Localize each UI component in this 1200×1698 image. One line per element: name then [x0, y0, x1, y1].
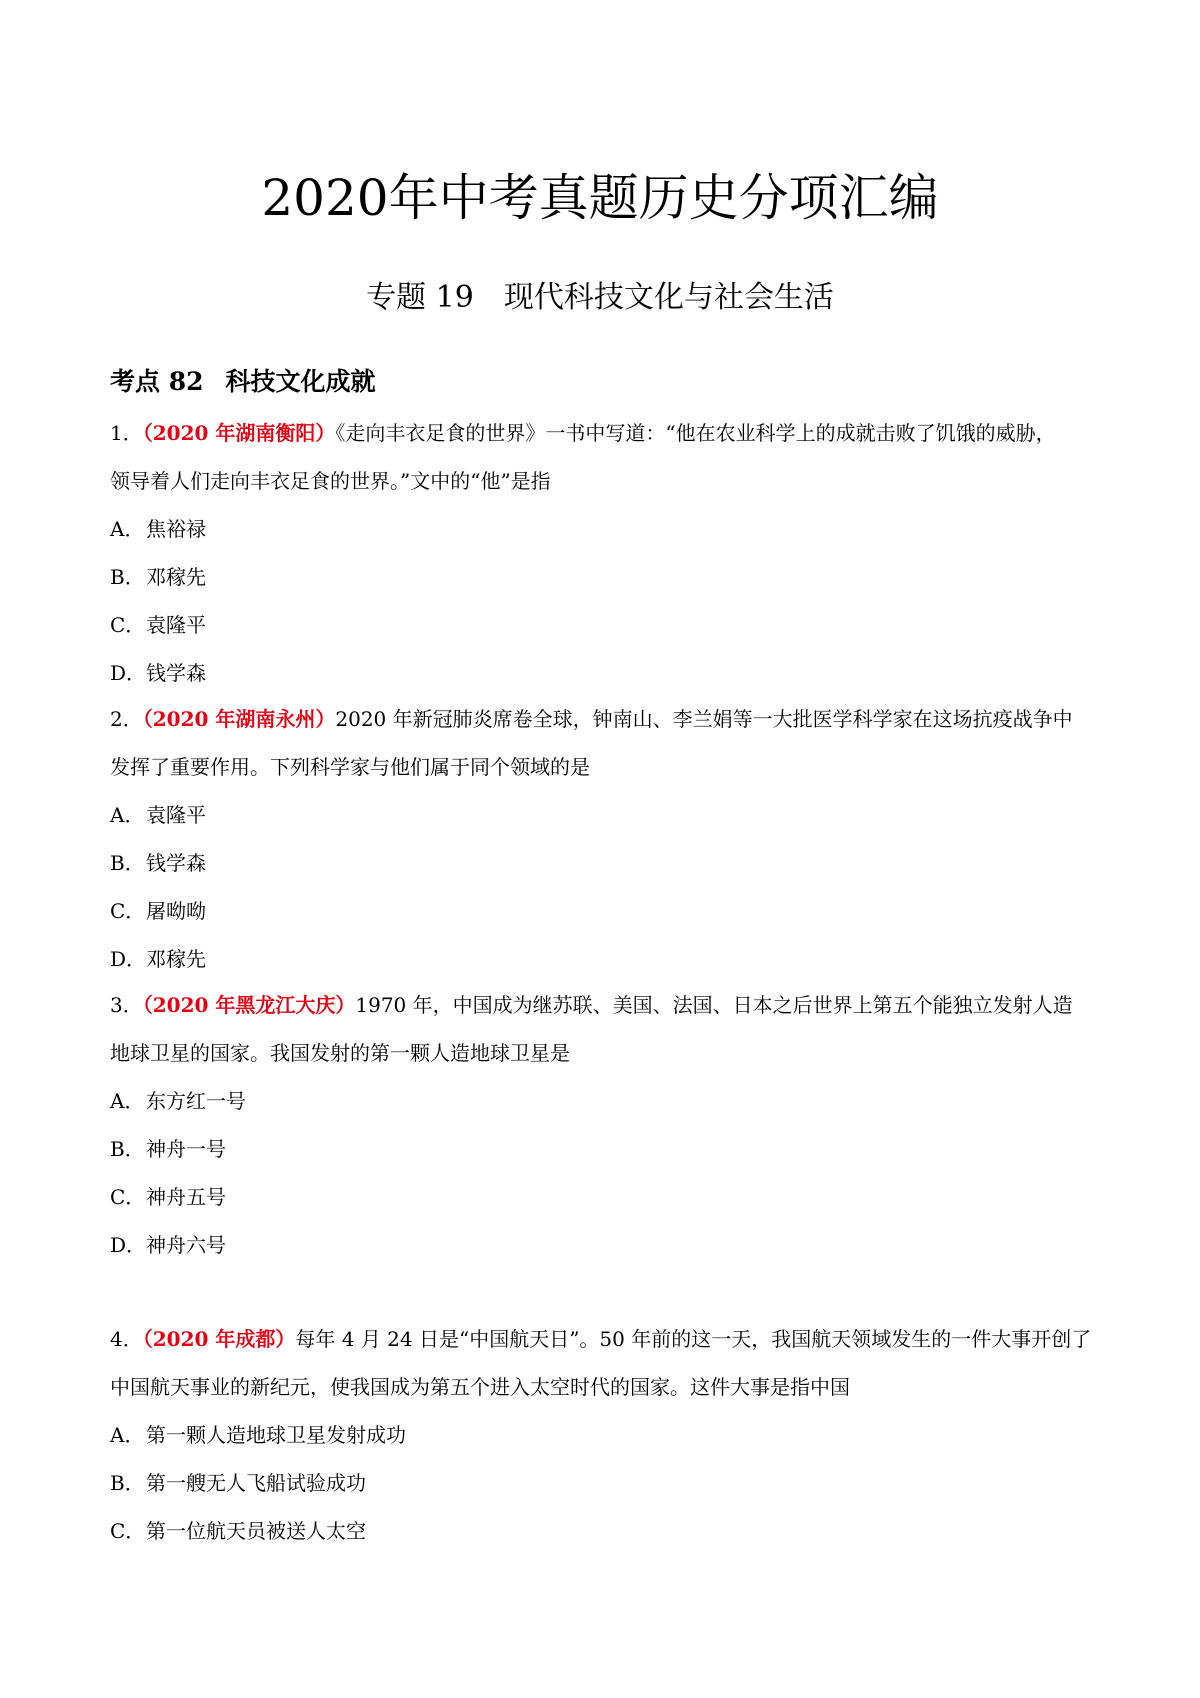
question-1-stem-line-1 — [110, 418, 1056, 448]
question-2-number: 2． — [110, 707, 143, 731]
question-4-text-1: 每年 4 月 24 日是“中国航天日”。50 年前的这一天，我国航天领域发生的一件大事开创了 — [295, 1327, 1092, 1351]
question-1-text-1: 《走向丰衣足食的世界》一书中写道：“他在农业科学上的成就击败了饥饿的威胁， — [335, 421, 1056, 445]
question-3-source: （2020 年黑龙江大庆） — [142, 993, 356, 1017]
question-4-stem-line-2: 中国航天事业的新纪元，使我国成为第五个进入太空时代的国家。这件大事是指中国 — [110, 1375, 850, 1399]
section-heading — [110, 364, 376, 400]
question-1-option-a: A．焦裕禄 — [110, 517, 206, 541]
question-3-option-b: B．神舟一号 — [110, 1137, 226, 1161]
question-4-option-a: A．第一颗人造地球卫星发射成功 — [110, 1423, 406, 1447]
topic-subtitle — [0, 278, 1200, 318]
question-4-option-c: C．第一位航天员被送人太空 — [110, 1519, 366, 1543]
document-title: 2020年中考真题历史分项汇编 — [261, 169, 939, 227]
question-3-option-a: A．东方红一号 — [110, 1089, 246, 1113]
question-1-option-c: C．袁隆平 — [110, 613, 206, 637]
question-2-option-b: B．钱学森 — [110, 851, 206, 875]
question-2-source: （2020 年湖南永州） — [142, 707, 336, 731]
question-1-number: 1． — [110, 421, 143, 445]
question-2-option-c: C．屠呦呦 — [110, 899, 206, 923]
question-4-number: 4． — [110, 1327, 143, 1351]
question-2-option-d: D．邓稼先 — [110, 947, 206, 971]
question-3-stem-line-2: 地球卫星的国家。我国发射的第一颗人造地球卫星是 — [110, 1041, 570, 1065]
question-1-option-b: B．邓稼先 — [110, 565, 206, 589]
section-number: 考点 82 — [110, 367, 204, 396]
question-4-source: （2020 年成都） — [142, 1327, 296, 1351]
question-2-text-1: 2020 年新冠肺炎席卷全球，钟南山、李兰娟等一大批医学科学家在这场抗疫战争中 — [335, 707, 1073, 731]
question-3-number: 3． — [110, 993, 143, 1017]
section-name: 科技文化成就 — [225, 367, 376, 396]
question-2-stem-line-1 — [110, 704, 1073, 734]
question-4-option-b: B．第一艘无人飞船试验成功 — [110, 1471, 366, 1495]
question-4-stem-line-1 — [110, 1324, 1091, 1354]
topic-name: 现代科技文化与社会生活 — [503, 280, 834, 315]
question-1-option-d: D．钱学森 — [110, 661, 206, 685]
question-3-stem-line-1 — [110, 990, 1073, 1020]
question-1-stem-line-2: 领导着人们走向丰衣足食的世界。”文中的“他”是指 — [110, 469, 551, 493]
question-3-option-d: D．神舟六号 — [110, 1233, 226, 1257]
question-2-option-a: A．袁隆平 — [110, 803, 206, 827]
question-3-option-c: C．神舟五号 — [110, 1185, 226, 1209]
question-3-text-1: 1970 年，中国成为继苏联、美国、法国、日本之后世界上第五个能独立发射人造 — [355, 993, 1073, 1017]
question-1-source: （2020 年湖南衡阳） — [142, 421, 336, 445]
topic-number: 专题 19 — [366, 280, 474, 315]
question-2-stem-line-2: 发挥了重要作用。下列科学家与他们属于同个领域的是 — [110, 755, 590, 779]
